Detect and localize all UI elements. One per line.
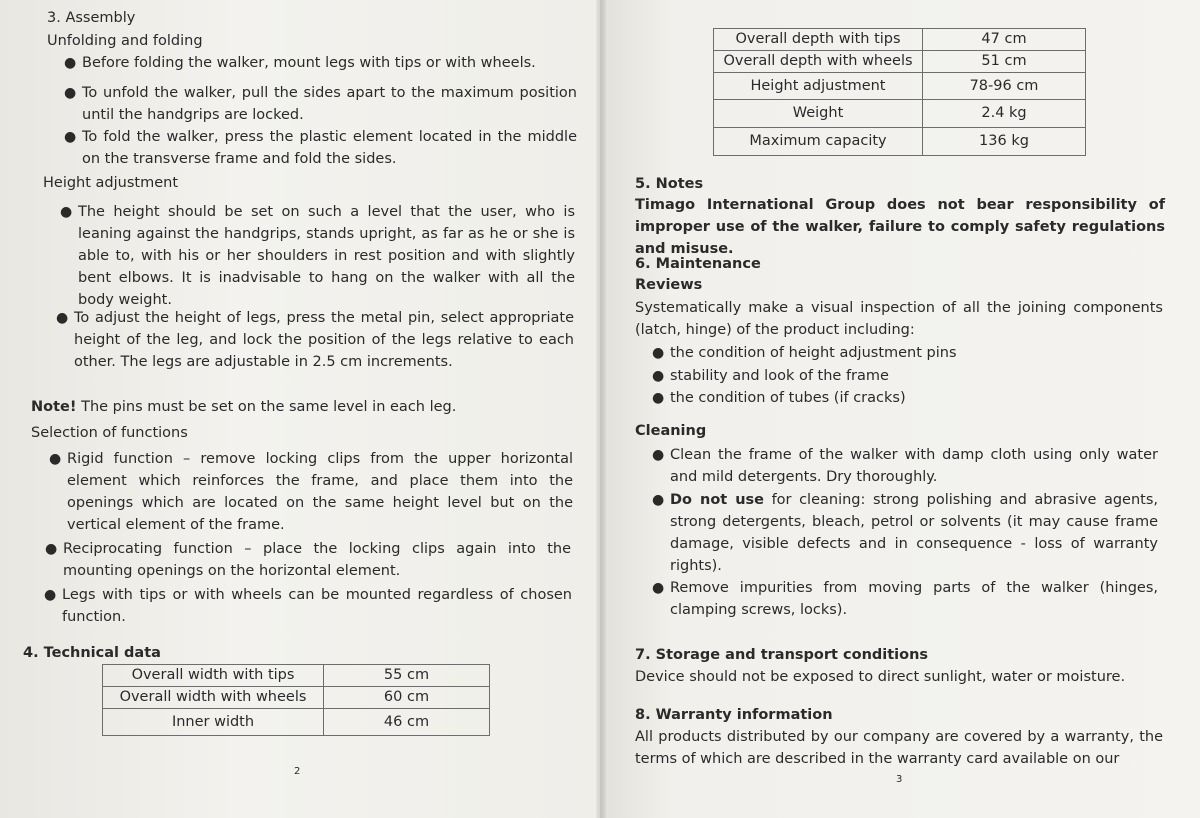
list-item: ● the condition of tubes (if cracks)	[652, 390, 906, 406]
table-row: Overall depth with tips 47 cm	[714, 29, 1086, 51]
table-row: Overall width with tips 55 cm	[103, 665, 490, 687]
table-row: Height adjustment 78-96 cm	[714, 73, 1086, 100]
table-row: Overall width with wheels 60 cm	[103, 687, 490, 709]
tech-table-1	[102, 664, 490, 736]
table-row: Inner width 46 cm	[103, 709, 490, 736]
list-item: ● Do not use for cleaning: strong polishing and abrasive agents, strong detergents, bleach, petrol or solvents (it may cause frame damage, visible defects and in consequence - loss of warranty rights).	[652, 492, 1158, 574]
list-item: ● Clean the frame of the walker with damp cloth using only water and mild detergents. Dry thoroughly.	[652, 447, 1158, 485]
table-row: Weight 2.4 kg	[714, 100, 1086, 128]
list-item: ● Before folding the walker, mount legs with tips or with wheels.	[64, 55, 536, 71]
cleaning-title: Cleaning	[635, 423, 707, 439]
notes-title: 5. Notes	[635, 176, 704, 192]
tech-title: 4. Technical data	[23, 645, 161, 661]
list-item: ● stability and look of the frame	[652, 368, 889, 384]
note-text: The pins must be set on the same level in each leg.	[76, 399, 457, 415]
list-item: ● To fold the walker, press the plastic element located in the middle on the transverse frame and fold the sides.	[64, 129, 577, 167]
list-item: ● Remove impurities from moving parts of the walker (hinges, clamping screws, locks).	[652, 580, 1158, 618]
list-item: ● The height should be set on such a level that the user, who is leaning against the handgrips, stands upright, as far as he or she is able to, with his or her shoulders in rest position and with slightly bent elbows. It is inadvisable to hang on the walker with all the body weight.	[60, 204, 575, 308]
note	[31, 396, 456, 418]
list-item: ● Legs with tips or with wheels can be mounted regardless of chosen function.	[44, 587, 572, 625]
table-row: Maximum capacity 136 kg	[714, 128, 1086, 156]
list-item: ● To adjust the height of legs, press the metal pin, select appropriate height of the leg, and lock the position of the legs relative to each other. The legs are adjustable in 2.5 cm increments.	[56, 310, 574, 370]
list-item: ● To unfold the walker, pull the sides apart to the maximum position until the handgrips are locked.	[64, 85, 577, 123]
notes-text: Timago International Group does not bear responsibility of improper use of the walker, failure to comply safety regulations and misuse.	[635, 197, 1165, 257]
list-item: ● Reciprocating function – place the locking clips again into the mounting openings on the horizontal element.	[45, 541, 571, 579]
table-row: Overall depth with wheels 51 cm	[714, 51, 1086, 73]
height-title: Height adjustment	[43, 175, 179, 191]
page-fold	[596, 0, 606, 818]
list-item: ● the condition of height adjustment pins	[652, 345, 957, 361]
right-page	[600, 0, 1200, 818]
page-number: 2	[294, 766, 301, 777]
note-label: Note!	[31, 399, 77, 415]
storage-text: Device should not be exposed to direct sunlight, water or moisture.	[635, 669, 1126, 685]
selection-title: Selection of functions	[31, 425, 188, 441]
reviews-title: Reviews	[635, 277, 703, 293]
unfold-title: Unfolding and folding	[47, 33, 203, 49]
page-number: 3	[896, 774, 903, 785]
storage-title: 7. Storage and transport conditions	[635, 647, 929, 663]
assembly-title: 3. Assembly	[47, 10, 136, 26]
reviews-text: Systematically make a visual inspection of all the joining components (latch, hinge) of the product including:	[635, 300, 1163, 338]
maintenance-title: 6. Maintenance	[635, 256, 761, 272]
warranty-text: All products distributed by our company are covered by a warranty, the terms of which are described in the warranty card available on our	[635, 729, 1163, 767]
tech-table-2	[713, 28, 1086, 156]
warranty-title: 8. Warranty information	[635, 707, 833, 723]
list-item: ● Rigid function – remove locking clips from the upper horizontal element which reinforces the frame, and place them into the openings which are located on the same height level but on the vertical element of the frame.	[49, 451, 573, 533]
